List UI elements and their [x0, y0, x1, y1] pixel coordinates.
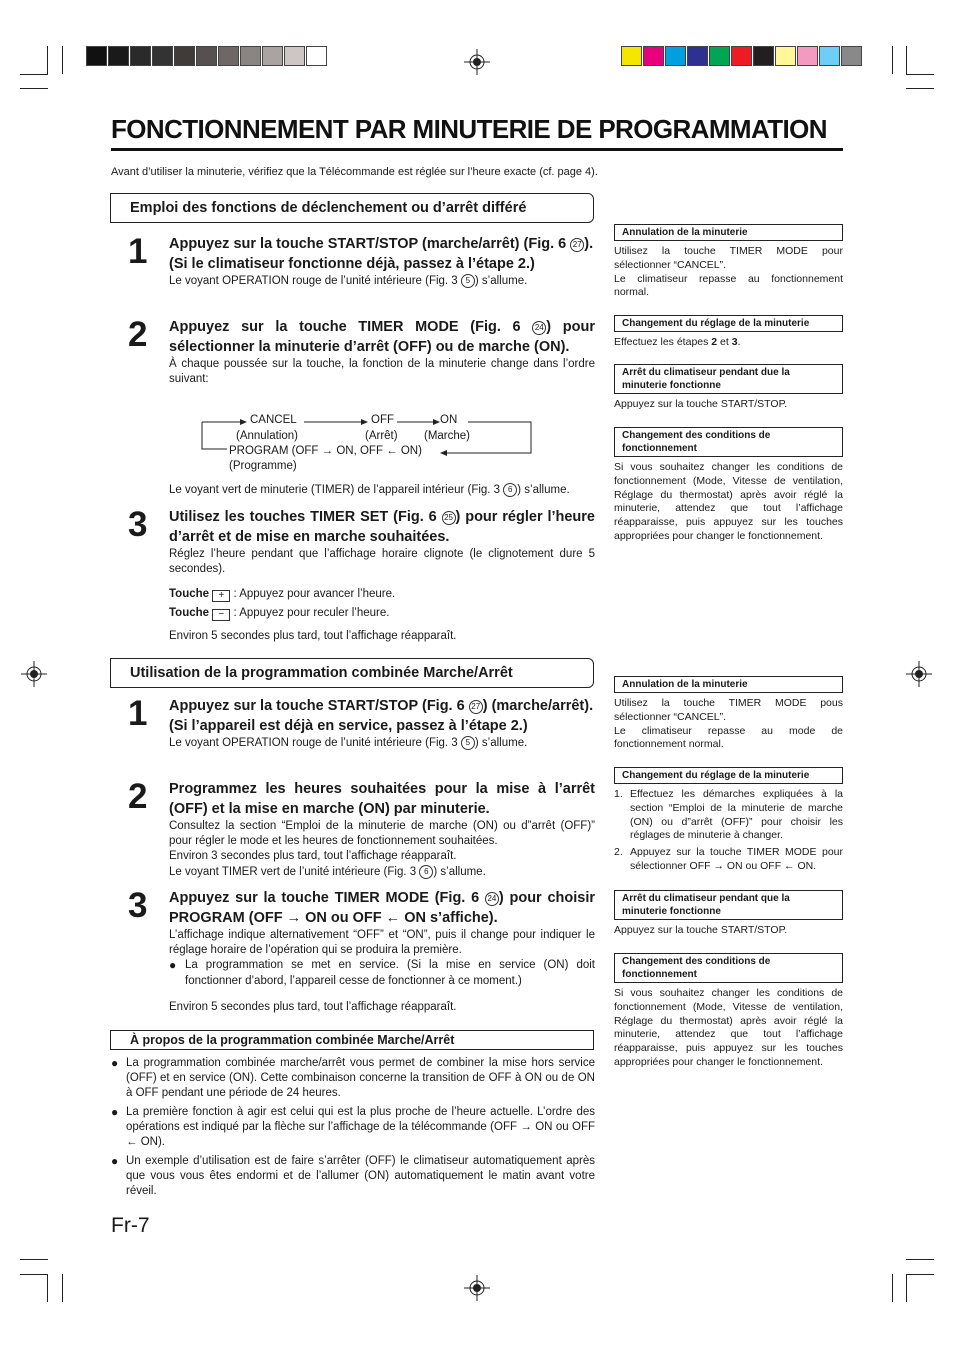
sidebar-text: Effectuez les étapes 2 et 3. — [614, 336, 741, 348]
timer-mode-cycle-diagram — [200, 413, 540, 475]
color-calibration-bar — [621, 46, 863, 66]
sidebar-change-timer — [614, 315, 843, 350]
step-body: L’affichage indique alternativement “OFF” et “ON”, puis il change pour indiquer le réglage horaire de l’opération qui se produira la première. — [169, 929, 595, 957]
ref-number: 24 — [532, 321, 546, 335]
sidebar-cancel-timer — [614, 224, 843, 300]
step-heading: Appuyez sur la touche TIMER MODE (Fig. 6 24 ) pour sélectionner la minuterie d’arrêt (OFF) ou de marche (ON). — [169, 319, 595, 355]
step-body: Réglez l’heure pendant que l’affichage horaire clignote (le clignotement dure 5 secondes). — [169, 548, 595, 576]
list-item: 1. Effectuez les démarches expliquées à la section “Emploi de la minuterie de marche (ON) ou d”arrêt (OFF)” pour choisir les réglages de minuterie à changer. — [614, 788, 843, 842]
gray-swatch — [262, 46, 283, 66]
on-sublabel: (Marche) — [424, 430, 471, 442]
color-swatch — [687, 46, 708, 66]
apropos-heading: À propos de la programmation combinée Marche/Arrêt — [110, 1030, 594, 1050]
gray-swatch — [174, 46, 195, 66]
step-heading: Appuyez sur la touche START/STOP (Fig. 6 27 ) (marche/arrêt). (Si l’appareil est déjà en service, passez à l’étape 2.) — [169, 698, 594, 734]
list-item: 2. Appuyez sur la touche TIMER MODE pour sélectionner OFF → ON ou OFF ← ON. — [614, 846, 843, 872]
color-swatch — [621, 46, 642, 66]
ref-number: 27 — [570, 238, 584, 252]
ref-number: 6 — [503, 483, 517, 497]
sidebar-text: Appuyez sur la touche START/STOP. — [614, 398, 788, 410]
timer-lamp-note: Le voyant vert de minuterie (TIMER) de l’appareil intérieur (Fig. 3 6 ) s’allume. — [169, 484, 570, 496]
step-body: À chaque poussée sur la touche, la fonction de la minuterie change dans l’ordre suivant: — [169, 358, 595, 386]
ref-number: 5 — [461, 274, 475, 288]
gray-swatch — [86, 46, 107, 66]
gray-swatch — [306, 46, 327, 66]
section-heading: Emploi des fonctions de déclenchement ou d’arrêt différé — [110, 193, 594, 223]
sidebar-label: Changement des conditions de fonctionnement — [614, 427, 843, 457]
color-swatch — [775, 46, 796, 66]
step-number: 2 — [128, 777, 148, 816]
ref-number: 5 — [461, 736, 475, 750]
step-number: 3 — [128, 505, 148, 544]
step-body: Environ 3 secondes plus tard, tout l’affichage réapparaît. — [169, 850, 457, 863]
gray-swatch — [130, 46, 151, 66]
sidebar-label: Changement des conditions de fonctionnement — [614, 953, 843, 983]
bullet-icon: ● — [111, 1105, 119, 1119]
step-number: 1 — [128, 232, 148, 271]
on-label: ON — [440, 414, 458, 426]
color-swatch — [731, 46, 752, 66]
color-swatch — [709, 46, 730, 66]
step-body: Le voyant OPERATION rouge de l’unité intérieure (Fig. 3 5 ) s’allume. — [169, 275, 528, 287]
page-title: FONCTIONNEMENT PAR MINUTERIE DE PROGRAMMATION — [111, 114, 827, 144]
step-body: Le voyant OPERATION rouge de l’unité intérieure (Fig. 3 5 ) s’allume. — [169, 737, 528, 749]
sidebar-label: Changement du réglage de la minuterie — [614, 315, 843, 332]
title-rule — [111, 148, 843, 151]
registration-mark-icon — [906, 661, 932, 687]
ref-number: 24 — [485, 892, 499, 906]
ref-number: 25 — [442, 511, 456, 525]
gray-swatch — [240, 46, 261, 66]
step-heading: Appuyez sur la touche START/STOP (marche/arrêt) (Fig. 6 27 ). (Si le climatiseur fonctionne déjà, passez à l’étape 2.) — [169, 236, 594, 272]
list-item: ● Un exemple d’utilisation est de faire s’arrêter (OFF) le climatiseur automatiquement après que vous vous êtes endormi et de l’allumer (ON) automatiquement le matin avant votre réveil. — [111, 1154, 595, 1198]
bullet-icon: ● — [169, 958, 177, 973]
sidebar-cancel-timer — [614, 676, 843, 752]
sidebar-change-timer — [614, 767, 843, 874]
sidebar-label: Arrêt du climatiseur pendant due la minuterie fonctionne — [614, 364, 843, 394]
ref-number: 6 — [419, 865, 433, 879]
sidebar-stop-during-timer — [614, 364, 843, 412]
gray-swatch — [108, 46, 129, 66]
bullet-icon: ● — [111, 1056, 119, 1070]
step-body: Consultez la section “Emploi de la minuterie de marche (ON) ou d”arrêt (OFF)” pour régler le mode et les heures de fonctionnement souhaitées. — [169, 820, 595, 848]
step-number: 3 — [128, 886, 148, 925]
cancel-sublabel: (Annulation) — [236, 430, 299, 442]
sidebar-text: Si vous souhaitez changer les conditions de fonctionnement (Mode, Vitesse de ventilation, Réglage du thermostat) après avoir réglé la minuterie, attendez que tout l’affichage réapparaisse, puis appuyez sur les touches appropriées pour changer le fonctionnement. — [614, 461, 843, 542]
sidebar-text: Si vous souhaitez changer les conditions de fonctionnement (Mode, Vitesse de ventilation, Réglage du thermostat) après avoir réglé la minuterie, attendez que tout l’affichage réapparaisse, puis appuyez sur les touches appropriées pour changer le fonctionnement. — [614, 987, 843, 1068]
gray-calibration-bar — [86, 46, 328, 66]
intro-text: Avant d’utiliser la minuterie, vérifiez que la Télécommande est réglée sur l’heure exacte (cf. page 4). — [111, 166, 598, 178]
minus-key-note: Touche − : Appuyez pour reculer l’heure. — [169, 607, 390, 620]
color-swatch — [753, 46, 774, 66]
sidebar-text: Utilisez la touche TIMER MODE pour sélectionner “CANCEL”. Le climatiseur repasse au fonctionnement normal. — [614, 245, 843, 299]
program-label: PROGRAM (OFF → ON, OFF ← ON) — [229, 445, 422, 457]
plus-key-note: Touche + : Appuyez pour avancer l’heure. — [169, 588, 396, 601]
ref-number: 27 — [469, 700, 483, 714]
after-note: Environ 5 secondes plus tard, tout l’affichage réapparaît. — [169, 630, 457, 642]
off-sublabel: (Arrêt) — [365, 430, 398, 442]
program-sublabel: (Programme) — [229, 460, 297, 472]
sidebar-text: Appuyez sur la touche START/STOP. — [614, 924, 788, 936]
sidebar-change-conditions — [614, 427, 843, 544]
step-number: 2 — [128, 315, 148, 354]
step-heading: Appuyez sur la touche TIMER MODE (Fig. 6 24 ) pour choisir PROGRAM (OFF → ON ou OFF ← ON s’affiche). — [169, 890, 595, 926]
color-swatch — [665, 46, 686, 66]
registration-mark-icon — [21, 661, 47, 687]
sidebar-label: Annulation de la minuterie — [614, 224, 843, 241]
step-body: Le voyant TIMER vert de l’unité intérieure (Fig. 3 6 ) s’allume. — [169, 865, 486, 878]
registration-mark-icon — [464, 49, 490, 75]
list-item: ● La programmation combinée marche/arrêt vous permet de combiner la mise hors service (OFF) et en service (ON). Cette combinaison concerne la transition de OFF à ON ou de ON à OFF pendant une période de 24 heures. — [111, 1056, 595, 1100]
registration-mark-icon — [464, 1275, 490, 1301]
color-swatch — [643, 46, 664, 66]
step-heading: Utilisez les touches TIMER SET (Fig. 6 25 ) pour régler l’heure d’arrêt et de mise en marche souhaitées. — [169, 509, 595, 545]
sidebar-change-conditions — [614, 953, 843, 1070]
sidebar-stop-during-timer — [614, 890, 843, 938]
after-note: Environ 5 secondes plus tard, tout l’affichage réapparaît. — [169, 1001, 457, 1013]
sidebar-text: Utilisez la touche TIMER MODE pous sélectionner “CANCEL”. Le climatiseur repasse au mode de fonctionnement normal. — [614, 697, 843, 751]
bullet-icon: ● — [111, 1154, 119, 1168]
plus-key-icon: + — [212, 590, 230, 602]
step-heading: Programmez les heures souhaitées pour la mise à l’arrêt (OFF) et la mise en marche (ON) par minuterie. — [169, 781, 595, 817]
step-number: 1 — [128, 694, 148, 733]
section-heading: Utilisation de la programmation combinée Marche/Arrêt — [110, 658, 594, 688]
gray-swatch — [218, 46, 239, 66]
color-swatch — [797, 46, 818, 66]
sidebar-label: Arrêt du climatiseur pendant que la minuterie fonctionne — [614, 890, 843, 920]
color-swatch — [841, 46, 862, 66]
step-bullet: ● La programmation se met en service. (Si la mise en service (ON) doit fonctionner d’abord, l’appareil cesse de fonctionner à ce moment.) — [169, 958, 595, 987]
gray-swatch — [152, 46, 173, 66]
cancel-label: CANCEL — [250, 414, 297, 426]
color-swatch — [819, 46, 840, 66]
minus-key-icon: − — [212, 609, 230, 621]
page-number: Fr-7 — [111, 1214, 150, 1237]
off-label: OFF — [371, 414, 394, 426]
list-item: ● La première fonction à agir est celui qui est la plus proche de l’heure actuelle. L’ordre des opérations est indiqué par la flèche sur l’affichage de la télécommande (OFF → ON ou OFF ← ON). — [111, 1105, 595, 1149]
sidebar-label: Changement du réglage de la minuterie — [614, 767, 843, 784]
gray-swatch — [196, 46, 217, 66]
sidebar-label: Annulation de la minuterie — [614, 676, 843, 693]
gray-swatch — [284, 46, 305, 66]
